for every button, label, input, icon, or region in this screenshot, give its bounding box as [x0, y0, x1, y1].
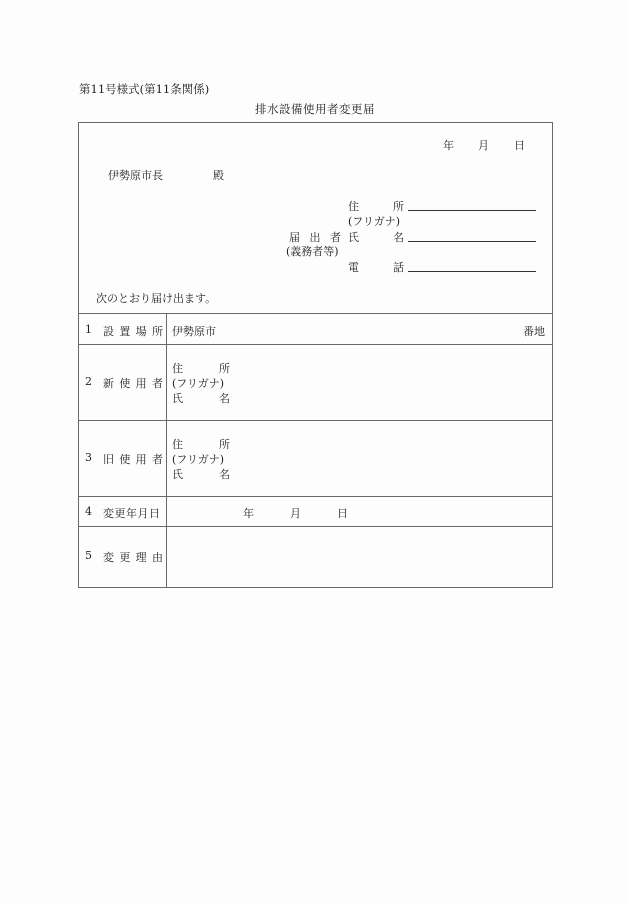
old-user-furigana-label: (フリガナ): [172, 453, 225, 466]
name-field[interactable]: [408, 241, 536, 242]
row-label-new-user: 2 新 使 用 者: [85, 375, 163, 390]
address-field[interactable]: [408, 210, 536, 211]
change-year: 年: [243, 507, 254, 520]
honorific: 殿: [213, 169, 224, 182]
form-title: 排水設備使用者変更届: [255, 102, 375, 116]
divider: [79, 526, 552, 527]
location-suffix: 番地: [523, 325, 545, 338]
divider: [79, 313, 552, 314]
old-user-name-label: 氏 名: [172, 468, 230, 481]
divider: [79, 496, 552, 497]
row-label-old-user: 3 旧 使 用 者: [85, 451, 163, 466]
address-label: 住 所: [348, 200, 404, 213]
notice-day: 日: [514, 139, 525, 152]
divider: [79, 344, 552, 345]
new-user-furigana-label: (フリガナ): [172, 377, 225, 390]
name-label: 氏 名: [348, 231, 404, 244]
row-label-change-reason: 5 変 更 理 由: [85, 549, 163, 564]
applicant-label: 届 出 者: [289, 231, 344, 244]
form-frame: [78, 122, 553, 588]
phone-label: 電 話: [348, 261, 404, 274]
furigana-label: (フリガナ): [348, 215, 401, 228]
column-divider: [166, 313, 167, 587]
old-user-address-label: 住 所: [172, 438, 230, 451]
applicant-sublabel: (義務者等): [286, 245, 339, 258]
addressee: 伊勢原市長: [108, 169, 163, 182]
new-user-name-label: 氏 名: [172, 392, 230, 405]
change-reason-field[interactable]: [168, 528, 551, 586]
form-number: 第11号様式(第11条関係): [79, 82, 210, 96]
row-label-location: 1 設 置 場 所: [85, 323, 163, 338]
new-user-address-label: 住 所: [172, 362, 230, 375]
divider: [79, 420, 552, 421]
notice-month: 月: [478, 139, 489, 152]
change-day: 日: [337, 507, 348, 520]
location-city[interactable]: 伊勢原市: [172, 325, 216, 338]
notice-year: 年: [443, 139, 454, 152]
row-label-change-date: 4 変更年月日: [85, 505, 161, 520]
phone-field[interactable]: [408, 271, 536, 272]
change-month: 月: [290, 507, 301, 520]
statement: 次のとおり届け出ます。: [96, 292, 217, 305]
